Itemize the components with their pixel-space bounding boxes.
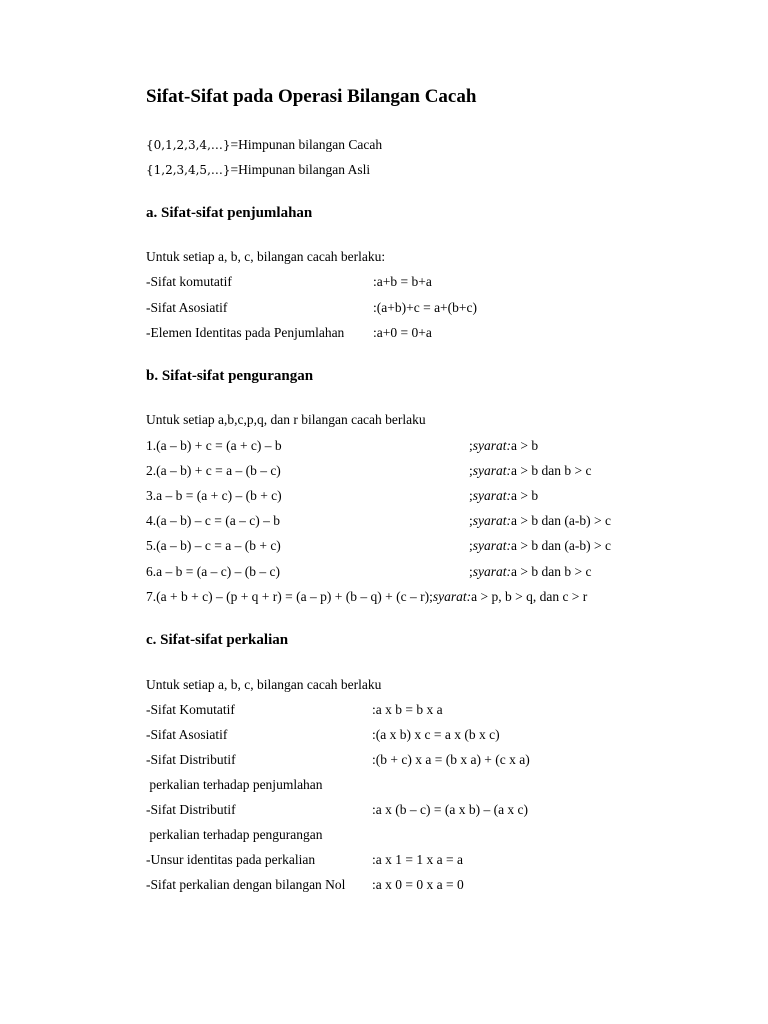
syarat-label: syarat: <box>472 488 512 503</box>
syarat-label: syarat: <box>472 438 512 453</box>
condition-text: a > b <box>511 438 539 453</box>
rule-formula: 7.(a + b + c) – (p + q + r) = (a – p) + (b – q) + (c – r) <box>146 589 430 604</box>
document-title: Sifat-Sifat pada Operasi Bilangan Cacah <box>146 86 477 107</box>
set-description: =Himpunan bilangan Asli <box>230 162 371 177</box>
section-b-intro: Untuk setiap a,b,c,p,q, dan r bilangan cacah berlaku <box>146 412 426 427</box>
condition-separator: ; <box>469 513 473 528</box>
section-a-intro: Untuk setiap a, b, c, bilangan cacah berlaku: <box>146 249 386 264</box>
condition-text: a > b <box>511 488 539 503</box>
rule-condition <box>469 537 611 555</box>
rule-condition <box>469 563 591 581</box>
property-label-continuation: perkalian terhadap pengurangan <box>146 827 323 842</box>
condition-separator: ; <box>429 589 433 604</box>
syarat-label: syarat: <box>472 513 512 528</box>
condition-separator: ; <box>469 538 473 553</box>
property-formula: :a x (b – c) = (a x b) – (a x c) <box>372 802 529 817</box>
section-c-heading: c. Sifat-sifat perkalian <box>146 632 289 648</box>
rule-condition <box>469 462 591 480</box>
set-definition-cacah <box>146 136 382 154</box>
property-formula: :(a+b)+c = a+(b+c) <box>373 300 478 315</box>
property-label: -Elemen Identitas pada Penjumlahan <box>146 325 345 340</box>
property-label: -Sifat perkalian dengan bilangan Nol <box>146 877 346 892</box>
section-b-row <box>146 588 746 606</box>
syarat-label: syarat: <box>472 564 512 579</box>
syarat-label: syarat: <box>432 589 472 604</box>
rule-condition <box>469 437 538 455</box>
condition-text: a > b dan b > c <box>511 463 592 478</box>
property-formula: :a x b = b x a <box>372 702 443 717</box>
syarat-label: syarat: <box>472 463 512 478</box>
set-notation: {1,2,3,4,5,…} <box>146 163 231 177</box>
syarat-label: syarat: <box>472 538 512 553</box>
property-formula: :(a x b) x c = a x (b x c) <box>372 727 500 742</box>
set-description: =Himpunan bilangan Cacah <box>230 137 383 152</box>
condition-separator: ; <box>469 564 473 579</box>
condition-text: a > b dan (a-b) > c <box>511 538 611 553</box>
rule-formula: 4.(a – b) – c = (a – c) – b <box>146 513 280 528</box>
property-label: -Sifat Distributif <box>146 752 236 767</box>
section-c-intro: Untuk setiap a, b, c, bilangan cacah berlaku <box>146 677 382 692</box>
condition-text: a > p, b > q, dan c > r <box>471 589 588 604</box>
rule-formula: 1.(a – b) + c = (a + c) – b <box>146 438 282 453</box>
section-a-heading: a. Sifat-sifat penjumlahan <box>146 205 313 221</box>
rule-condition <box>469 487 538 505</box>
condition-text: a > b dan b > c <box>511 564 592 579</box>
property-formula: :a x 1 = 1 x a = a <box>372 852 463 867</box>
rule-formula: 6.a – b = (a – c) – (b – c) <box>146 564 280 579</box>
property-label: -Sifat komutatif <box>146 274 232 289</box>
set-notation: {0,1,2,3,4,…} <box>146 138 231 152</box>
set-definition-asli <box>146 161 370 179</box>
rule-formula: 2.(a – b) + c = a – (b – c) <box>146 463 281 478</box>
property-formula: :a x 0 = 0 x a = 0 <box>372 877 464 892</box>
property-formula: :a+0 = 0+a <box>373 325 432 340</box>
property-label: -Sifat Asosiatif <box>146 727 228 742</box>
section-b-heading: b. Sifat-sifat pengurangan <box>146 368 314 384</box>
rule-formula: 5.(a – b) – c = a – (b + c) <box>146 538 281 553</box>
condition-separator: ; <box>469 438 473 453</box>
property-formula: :a+b = b+a <box>373 274 432 289</box>
rule-condition <box>469 512 611 530</box>
condition-separator: ; <box>469 488 473 503</box>
property-label: -Sifat Asosiatif <box>146 300 228 315</box>
property-formula: :(b + c) x a = (b x a) + (c x a) <box>372 752 530 767</box>
property-label: -Unsur identitas pada perkalian <box>146 852 316 867</box>
condition-text: a > b dan (a-b) > c <box>511 513 611 528</box>
condition-separator: ; <box>469 463 473 478</box>
rule-formula: 3.a – b = (a + c) – (b + c) <box>146 488 282 503</box>
property-label: -Sifat Distributif <box>146 802 236 817</box>
property-label: -Sifat Komutatif <box>146 702 235 717</box>
property-label-continuation: perkalian terhadap penjumlahan <box>146 777 323 792</box>
